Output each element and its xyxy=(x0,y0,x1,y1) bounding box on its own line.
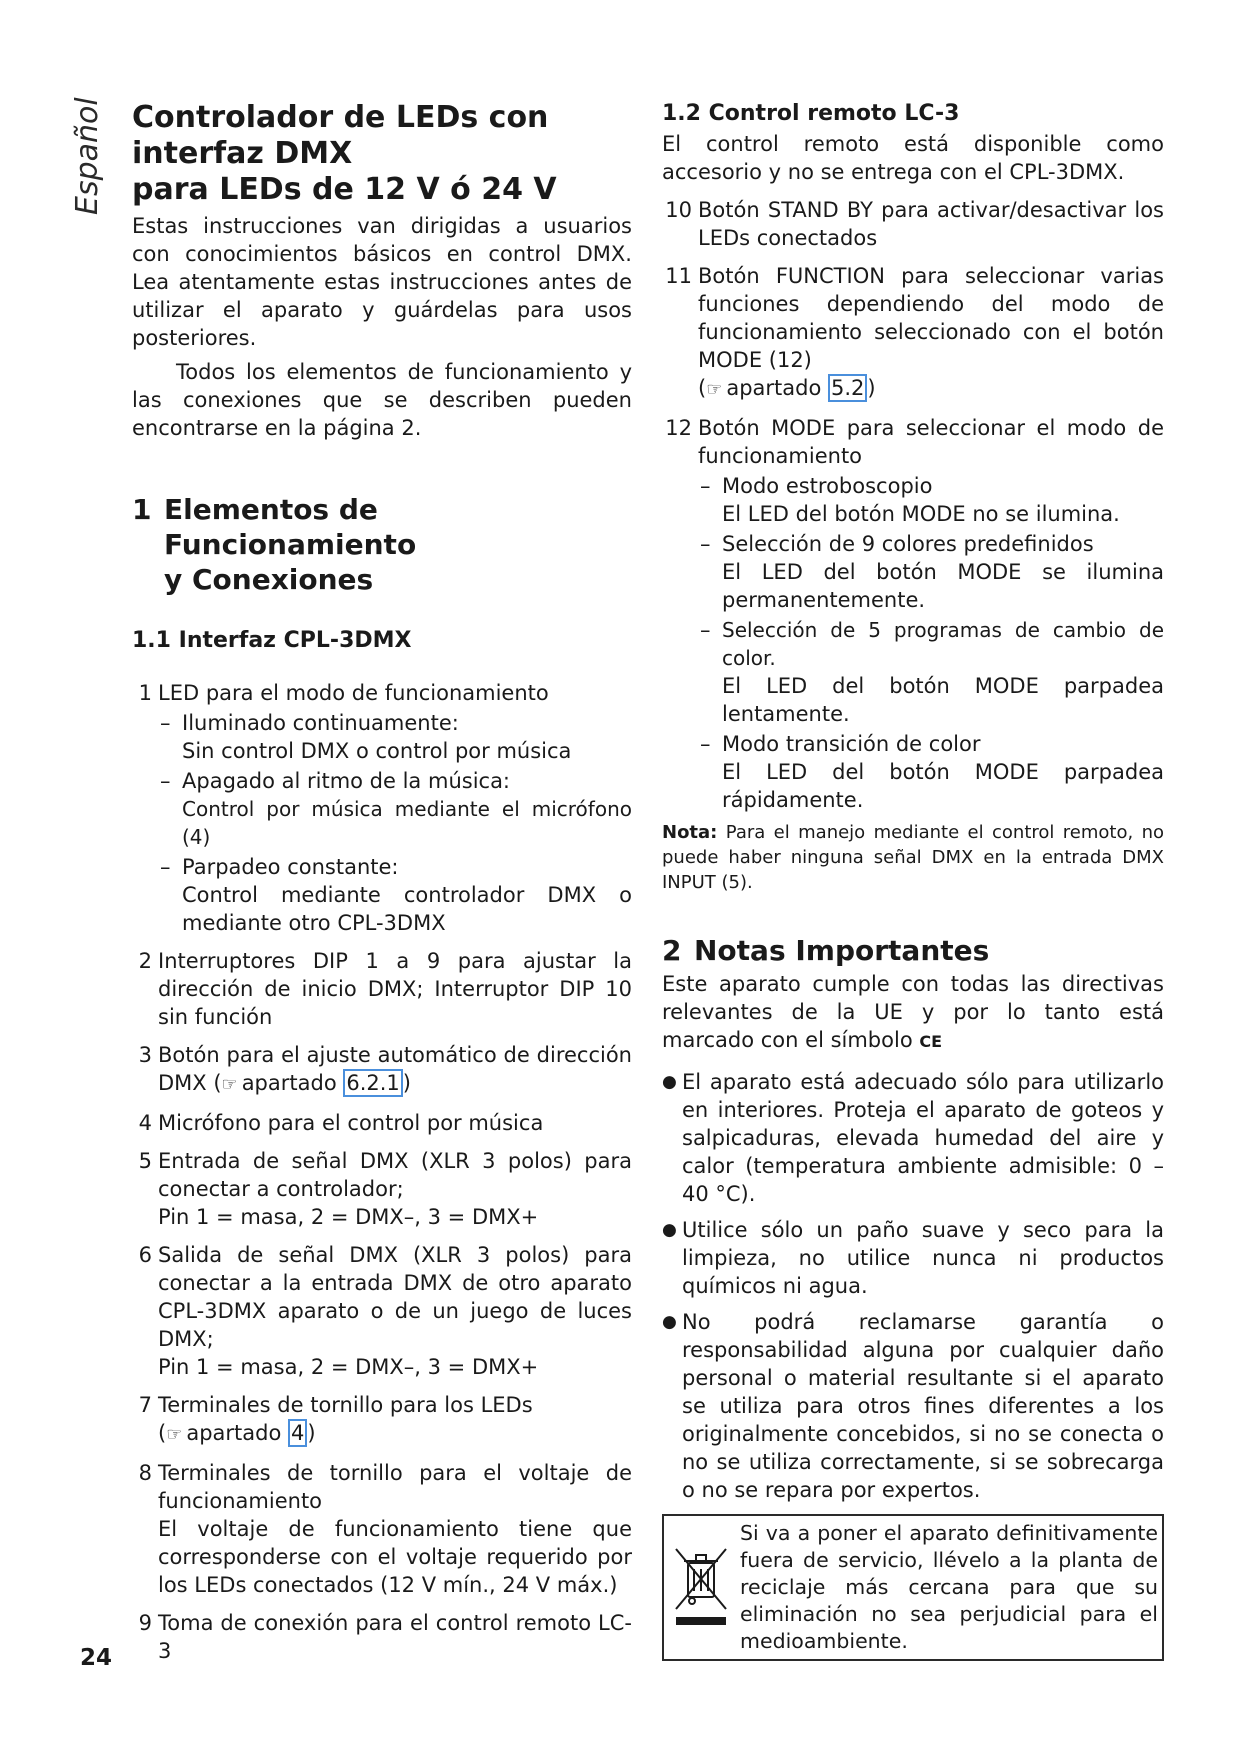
item-number: 2 xyxy=(138,949,152,973)
reference-close: ) xyxy=(307,1421,316,1445)
item-text: Micrófono para el control por música xyxy=(158,1111,544,1135)
title-line-1: Controlador de LEDs con interfaz DMX xyxy=(132,100,549,171)
dash-item: – Iluminado continuamente: Sin control DMX o control por música xyxy=(158,709,632,765)
bullet-text: El aparato está adecuado sólo para utilizarlo en interiores. Proteja el aparato de goteos y salpicaduras, elevada humedad del aire y calor (temperatura ambiente admisible: 0 – 40 °C). xyxy=(682,1070,1164,1206)
recycling-notice xyxy=(662,1514,1164,1661)
list-item xyxy=(132,679,632,937)
reference-word: apartado xyxy=(186,1421,282,1445)
reference-open: ( xyxy=(158,1421,167,1445)
list-item xyxy=(132,947,632,1031)
section-2-heading xyxy=(662,933,1164,968)
bullet-icon: ● xyxy=(662,1220,677,1240)
item-number: 8 xyxy=(138,1461,152,1485)
section-title: Notas Importantes xyxy=(694,934,990,967)
list-item xyxy=(132,1147,632,1231)
item-number: 6 xyxy=(138,1243,152,1267)
item-text: Botón STAND BY para activar/desactivar los LEDs conectados xyxy=(698,198,1164,250)
reference-word: apartado xyxy=(241,1071,337,1095)
note-text: Para el manejo mediante el control remoto, no puede haber ninguna señal DMX en la entrada DMX INPUT (5). xyxy=(662,822,1164,893)
subsection-1-1-heading: 1.1 Interfaz CPL-3DMX xyxy=(132,628,412,653)
item-text: Botón MODE para seleccionar el modo de funcionamiento xyxy=(698,416,1164,468)
remote-intro: El control remoto está disponible como accesorio y no se entrega con el CPL-3DMX. xyxy=(662,132,1164,184)
dash-label: Apagado al ritmo de la música: xyxy=(182,769,511,793)
pointing-hand-icon: ☞ xyxy=(706,379,723,400)
intro-paragraph-2: Todos los elementos de funcionamiento y las conexiones que se describen pueden encontrarse en la página 2. xyxy=(132,360,632,440)
crossed-bin-icon xyxy=(670,1543,732,1633)
list-item xyxy=(662,414,1164,814)
title-line-2: para LEDs de 12 V ó 24 V xyxy=(132,172,557,207)
item-number: 12 xyxy=(665,416,692,440)
section-number: 1 xyxy=(132,493,152,526)
section-link-4[interactable]: 4 xyxy=(288,1419,307,1447)
reference-open: ( xyxy=(698,376,707,400)
dash-item: – Modo estroboscopio El LED del botón MODE no se ilumina. xyxy=(698,472,1164,528)
list-item xyxy=(132,1241,632,1381)
pin-assignment: Pin 1 = masa, 2 = DMX–, 3 = DMX+ xyxy=(158,1205,539,1229)
dash-item: – Modo transición de color El LED del botón MODE parpadea rápidamente. xyxy=(700,732,1164,812)
dash-description: El LED del botón MODE parpadea lentamente. xyxy=(722,674,1164,726)
item-text: Entrada de señal DMX (XLR 3 polos) para conectar a controlador; xyxy=(158,1149,632,1201)
section-number: 2 xyxy=(662,934,682,967)
section-link-6-2-1[interactable]: 6.2.1 xyxy=(343,1069,402,1097)
dash-description: El LED del botón MODE se ilumina permanentemente. xyxy=(722,560,1164,612)
item-number: 10 xyxy=(665,198,692,222)
item-text: Interruptores DIP 1 a 9 para ajustar la dirección de inicio DMX; Interruptor DIP 10 sin función xyxy=(158,949,632,1029)
page-number: 24 xyxy=(80,1645,113,1671)
item-text: Toma de conexión para el control remoto LC-3 xyxy=(158,1611,632,1663)
pointing-hand-icon: ☞ xyxy=(221,1074,238,1095)
section-2-intro-text: Este aparato cumple con todas las directivas relevantes de la UE y por lo tanto está marcado con el símbolo xyxy=(662,972,1164,1052)
reference-close: ) xyxy=(402,1071,411,1095)
recycling-text: Si va a poner el aparato definitivamente fuera de servicio, llévelo a la planta de reciclaje más cercana para que su eliminación no sea perjudicial para el medioambiente. xyxy=(740,1521,1158,1653)
section-1-heading xyxy=(132,492,632,597)
bullet-item xyxy=(662,1308,1164,1504)
pin-assignment: Pin 1 = masa, 2 = DMX–, 3 = DMX+ xyxy=(158,1355,539,1379)
intro-paragraph-1: Estas instrucciones van dirigidas a usuarios con conocimientos básicos en control DMX. Lea atentamente estas instrucciones antes de utilizar el aparato y guárdelas para usos posteriores. xyxy=(132,214,632,350)
document-title xyxy=(132,100,632,208)
bullet-text: Utilice sólo un paño suave y seco para la limpieza, no utilice nunca ni productos químicos ni agua. xyxy=(682,1218,1164,1298)
item-text: LED para el modo de funcionamiento xyxy=(158,681,549,705)
section-title-line-1: Elementos de Funcionamiento xyxy=(164,493,417,561)
bullet-item xyxy=(662,1068,1164,1208)
bullet-icon: ● xyxy=(662,1312,677,1332)
item-number: 5 xyxy=(138,1149,152,1173)
list-item xyxy=(132,1041,632,1099)
list-item xyxy=(662,196,1164,252)
section-2-intro xyxy=(662,970,1164,1056)
dash-item: – Apagado al ritmo de la música: Control por música mediante el micrófono (4) xyxy=(160,769,632,849)
language-tab: Español xyxy=(70,97,105,215)
item-text-continued: El voltaje de funcionamiento tiene que corresponderse con el voltaje requerido por los LEDs conectados (12 V mín., 24 V máx.) xyxy=(158,1517,632,1597)
item-number: 1 xyxy=(138,681,152,705)
dash-label: Modo estroboscopio xyxy=(722,474,933,498)
remote-note xyxy=(662,820,1164,895)
bullet-icon: ● xyxy=(662,1072,677,1092)
right-column xyxy=(662,100,1164,1661)
item-text: Salida de señal DMX (XLR 3 polos) para conectar a la entrada DMX de otro aparato CPL-3DMX aparato o de un juego de luces DMX; xyxy=(158,1243,632,1351)
left-column xyxy=(132,100,632,1665)
item-number: 3 xyxy=(138,1043,152,1067)
dash-label: Iluminado continuamente: xyxy=(182,711,459,735)
dash-item: – Parpadeo constante: Control mediante controlador DMX o mediante otro CPL-3DMX xyxy=(160,855,632,935)
dash-description: Control mediante controlador DMX o mediante otro CPL-3DMX xyxy=(182,883,632,935)
list-item xyxy=(132,1609,632,1665)
list-item xyxy=(132,1391,632,1449)
item-text: Terminales de tornillo para el voltaje de funcionamiento xyxy=(158,1461,632,1513)
item-text: Botón FUNCTION para seleccionar varias funciones dependiendo del modo de funcionamiento seleccionado con el botón MODE (12) xyxy=(698,264,1164,372)
dash-label: Parpadeo constante: xyxy=(182,855,399,879)
dash-item: – Selección de 9 colores predefinidos El LED del botón MODE se ilumina permanentemente. xyxy=(700,532,1164,612)
item-text: Botón para el ajuste automático de dirección DMX ( xyxy=(158,1043,632,1095)
list-item xyxy=(662,262,1164,404)
section-title-line-2: y Conexiones xyxy=(164,563,374,596)
subsection-1-2-heading: 1.2 Control remoto LC-3 xyxy=(662,101,960,126)
item-number: 9 xyxy=(138,1611,152,1635)
bullet-item xyxy=(662,1216,1164,1300)
list-item xyxy=(132,1459,632,1599)
bullet-text: No podrá reclamarse garantía o responsabilidad alguna por cualquier daño personal o material resultante si el aparato se utiliza para otros fines diferentes a los originalmente concebidos, si no se conecta o no se utiliza correctamente, si se sobrecarga o no se repara por expertos. xyxy=(682,1310,1164,1502)
reference-close: ) xyxy=(867,376,876,400)
dash-label: Modo transición de color xyxy=(722,732,981,756)
reference-word: apartado xyxy=(726,376,822,400)
ce-mark-icon: CE xyxy=(919,1032,943,1051)
section-link-5-2[interactable]: 5.2 xyxy=(828,374,867,402)
pointing-hand-icon: ☞ xyxy=(166,1424,183,1445)
dash-description: Sin control DMX o control por música xyxy=(182,739,572,763)
item-number: 11 xyxy=(665,264,692,288)
item-text: Terminales de tornillo para los LEDs xyxy=(158,1393,533,1417)
note-label: Nota: xyxy=(662,822,718,843)
list-item xyxy=(132,1109,632,1137)
dash-label: Selección de 5 programas de cambio de color. xyxy=(722,618,1164,670)
dash-description: El LED del botón MODE no se ilumina. xyxy=(722,502,1120,526)
dash-item: – Selección de 5 programas de cambio de color. El LED del botón MODE parpadea lentamente. xyxy=(700,618,1164,726)
item-number: 4 xyxy=(138,1111,152,1135)
dash-description: El LED del botón MODE parpadea rápidamente. xyxy=(722,760,1164,812)
dash-description: Control por música mediante el micrófono (4) xyxy=(182,797,632,849)
dash-label: Selección de 9 colores predefinidos xyxy=(722,532,1094,556)
item-number: 7 xyxy=(138,1393,152,1417)
